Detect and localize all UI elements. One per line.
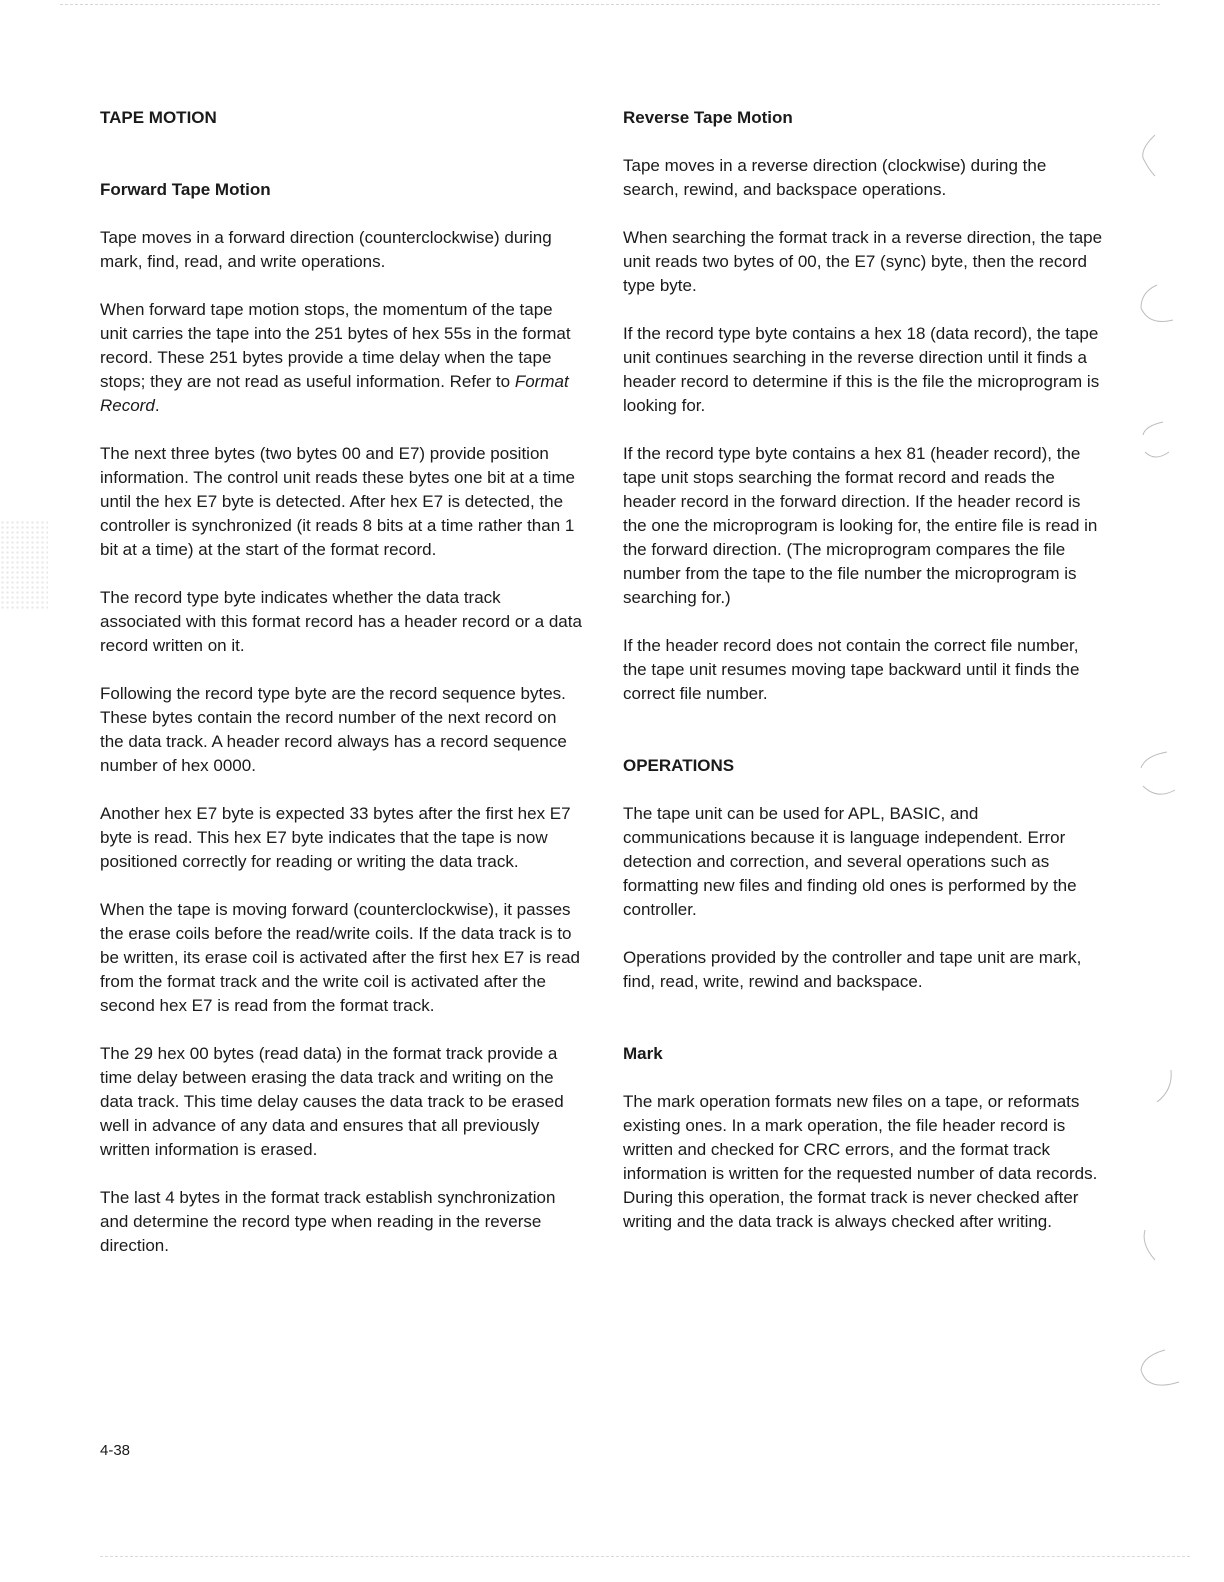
paragraph-last-4-bytes: The last 4 bytes in the format track establish synchronization and determine the record type when reading in the reverse direction. (100, 1188, 556, 1255)
paragraph-incorrect-file-number: If the header record does not contain the correct file number, the tape unit resumes moving tape backward until it finds the correct file number. (623, 636, 1080, 703)
cross-reference-format-record: Format Record (100, 372, 569, 415)
paragraph-second-e7-byte: Another hex E7 byte is expected 33 bytes after the first hex E7 byte is read. This hex E7 byte indicates that the tape is now positioned correctly for reading or writing the data track. (100, 804, 571, 871)
paragraph-time-delay: The 29 hex 00 bytes (read data) in the format track provide a time delay between erasing the data track and writing on the data track. This time delay causes the data track to be erased well in advance of any data and ensures that all previously written information is erased. (100, 1044, 564, 1159)
subheading-reverse-tape-motion: Reverse Tape Motion (623, 108, 793, 127)
paragraph-operations-list: Operations provided by the controller and tape unit are mark, find, read, write, rewind and backspace. (623, 948, 1082, 991)
paragraph-hex-18: If the record type byte contains a hex 18 (data record), the tape unit continues searching in the reverse direction until it finds a header record to determine if this is the file the microprogram is looking for. (623, 324, 1100, 415)
section-heading-tape-motion: TAPE MOTION (100, 108, 217, 127)
scan-top-edge (60, 4, 1160, 6)
scan-bottom-edge (100, 1556, 1190, 1558)
paragraph-searching-format-track: When searching the format track in a reverse direction, the tape unit reads two bytes of 00, the E7 (sync) byte, then the record type byte. (623, 228, 1103, 295)
subheading-mark: Mark (623, 1044, 663, 1063)
subheading-forward-tape-motion: Forward Tape Motion (100, 180, 271, 199)
paragraph-language-independent: The tape unit can be used for APL, BASIC, and communications because it is language independent. Error detection and correction, and several operations such as formatting new files and finding old ones is performed by the controller. (623, 804, 1077, 919)
section-heading-operations: OPERATIONS (623, 756, 735, 775)
right-column (623, 106, 1105, 1234)
paragraph-erase-coils: When the tape is moving forward (counterclockwise), it passes the erase coils before the read/write coils. If the data track is to be written, its erase coil is activated after the first hex E7 is read from the format track and the write coil is activated after the second hex E7 is read from the format track. (100, 900, 580, 1015)
paragraph-forward-direction: Tape moves in a forward direction (counterclockwise) during mark, find, read, and write operations. (100, 228, 552, 271)
binder-hole-marks (1135, 130, 1185, 1410)
paragraph-record-sequence-bytes: Following the record type byte are the record sequence bytes. These bytes contain the record number of the next record on the data track. A header record always has a record sequence number of hex 0000. (100, 684, 567, 775)
paragraph-record-type-byte: The record type byte indicates whether the data track associated with this format record has a header record or a data record written on it. (100, 588, 582, 655)
paragraph-momentum-text: When forward tape motion stops, the momentum of the tape unit carries the tape into the 251 bytes of hex 55s in the format record. These 251 bytes provide a time delay when the tape stops; they are not read as useful information. Refer to (100, 300, 571, 391)
left-column (100, 106, 582, 1258)
scan-speckle (0, 520, 48, 610)
page-number: 4-38 (100, 1442, 131, 1459)
paragraph-momentum (100, 298, 582, 418)
paragraph-mark-operation: The mark operation formats new files on a tape, or reformats existing ones. In a mark operation, the file header record is written and checked for CRC errors, and the format track information is written for the requested number of data records. During this operation, the format track is never checked after writing and the data track is always checked after writing. (623, 1092, 1098, 1231)
paragraph-position-information: The next three bytes (two bytes 00 and E7) provide position information. The control unit reads these bytes one bit at a time until the hex E7 byte is detected. After hex E7 is detected, the controller is synchronized (it reads 8 bits at a time rather than 1 bit at a time) at the start of the format record. (100, 444, 576, 559)
paragraph-hex-81: If the record type byte contains a hex 81 (header record), the tape unit stops searching the format record and reads the header record in the forward direction. If the header record is the one the microprogram is looking for, the entire file is read in the forward direction. (The microprogram compares the file number from the tape to the file number the microprogram is searching for.) (623, 444, 1098, 607)
paragraph-reverse-direction: Tape moves in a reverse direction (clockwise) during the search, rewind, and backspace operations. (623, 156, 1047, 199)
paragraph-momentum-end: . (154, 396, 160, 415)
